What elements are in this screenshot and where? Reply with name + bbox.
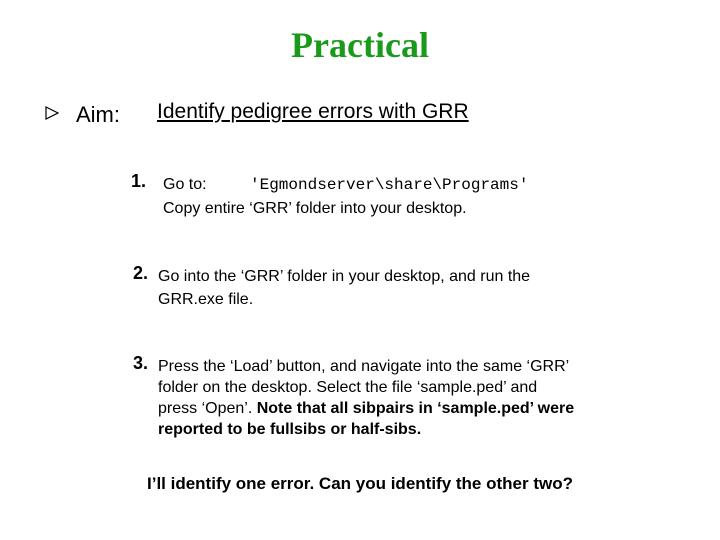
triangle-bullet-icon: [44, 105, 60, 121]
step-1-line-2: Copy entire ‘GRR’ folder into your desktop.: [163, 200, 467, 217]
step-3-line-4: reported to be fullsibs or half-sibs.: [158, 421, 422, 438]
aim-label: Aim:: [76, 102, 120, 127]
goto-label: Go to:: [163, 176, 207, 193]
step-3-line-3: [158, 398, 574, 419]
page-title: Practical: [291, 25, 429, 65]
step-number: 3.: [133, 353, 149, 373]
aim-text: Identify pedigree errors with GRR: [157, 100, 469, 123]
step-3-line-2: folder on the desktop. Select the file ‘sample.ped’ and: [158, 379, 538, 396]
step-3-line-3-plain: press ‘Open’.: [158, 400, 257, 417]
closing-question: I’ll identify one error. Can you identify the other two?: [147, 474, 573, 493]
step-3-line-3-bold: Note that all sibpairs in ‘sample.ped’ were: [256, 400, 575, 417]
step-number: 2.: [133, 263, 149, 283]
server-path: 'Egmondserver\share\Programs': [250, 176, 529, 194]
step-2-line-2: GRR.exe file.: [158, 291, 254, 308]
step-2-line-1: Go into the ‘GRR’ folder in your desktop, and run the: [158, 268, 531, 285]
step-number: 1.: [131, 171, 147, 191]
step-3-line-1: Press the ‘Load’ button, and navigate into the same ‘GRR’: [158, 358, 570, 375]
